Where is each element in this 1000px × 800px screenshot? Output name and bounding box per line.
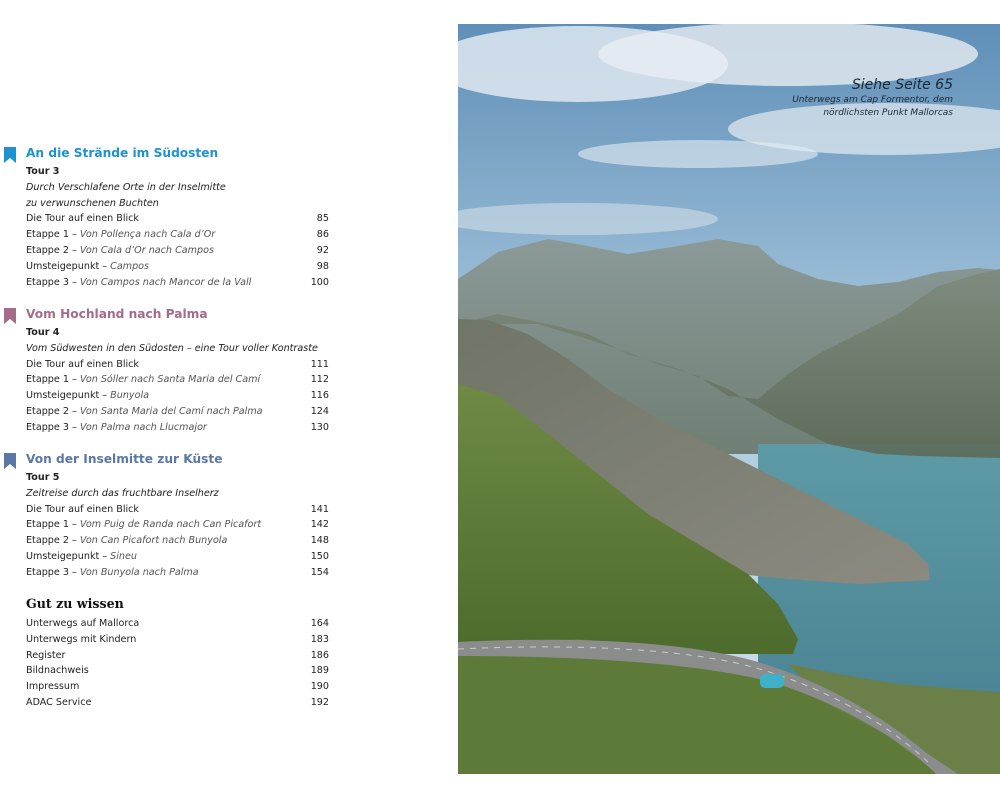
page-number: 189: [310, 665, 329, 677]
landscape-illustration: [458, 24, 1000, 774]
page-number: 86: [316, 229, 329, 241]
page-number: 183: [310, 633, 329, 645]
toc-entry[interactable]: Register 186: [0, 648, 340, 664]
page-number: 186: [310, 649, 329, 661]
page-number: 150: [310, 550, 329, 562]
toc-entry[interactable]: Etappe 2 – Von Santa Maria del Camí nach Palma 124: [0, 404, 340, 420]
toc-entry[interactable]: Etappe 3 – Von Palma nach Llucmajor 130: [0, 420, 340, 436]
toc-section-tour-4: [0, 307, 340, 436]
page-number: 192: [310, 696, 329, 708]
page-number: 85: [316, 213, 329, 225]
page-number: 92: [316, 244, 329, 256]
tour-number: Tour 4: [26, 327, 60, 338]
toc-entry[interactable]: Impressum 190: [0, 679, 340, 695]
toc-entry[interactable]: Die Tour auf einen Blick 85: [0, 211, 340, 227]
cap-formentor-photo: [458, 24, 1000, 774]
section-title: Von der Inselmitte zur Küste: [26, 452, 223, 466]
toc-entry[interactable]: Unterwegs mit Kindern 183: [0, 632, 340, 648]
bookmark-icon: [4, 453, 16, 469]
photo-caption: [783, 76, 953, 120]
toc-entry[interactable]: Etappe 3 – Von Bunyola nach Palma 154: [0, 565, 340, 581]
page-number: 111: [310, 358, 329, 370]
page-number: 130: [310, 421, 329, 433]
toc-section-tour-3: [0, 146, 340, 290]
page-number: 154: [310, 566, 329, 578]
tour-subtitle: Zeitreise durch das fruchtbare Inselherz: [26, 487, 219, 499]
page-number: 148: [310, 535, 329, 547]
page-number: 100: [310, 276, 329, 288]
bookmark-icon: [4, 147, 16, 163]
toc-entry[interactable]: Bildnachweis 189: [0, 663, 340, 679]
toc-section-gut-zu-wissen: [0, 616, 340, 711]
table-of-contents: [0, 0, 458, 800]
tour-subtitle: zu verwunschenen Buchten: [26, 197, 159, 209]
toc-entry[interactable]: ADAC Service 192: [0, 695, 340, 711]
toc-entry[interactable]: Die Tour auf einen Blick 141: [0, 502, 340, 518]
page-number: 142: [310, 519, 329, 531]
toc-entry[interactable]: Umsteigepunkt – Campos 98: [0, 259, 340, 275]
caption-title: Siehe Seite 65: [851, 77, 953, 93]
toc-entry[interactable]: Etappe 2 – Von Cala d’Or nach Campos 92: [0, 243, 340, 259]
toc-entry[interactable]: Umsteigepunkt – Bunyola 116: [0, 388, 340, 404]
page-number: 112: [310, 374, 329, 386]
page-number: 141: [310, 503, 329, 515]
caption-text: Unterwegs am Cap Formentor, dem nördlichsten Punkt Mallorcas: [792, 95, 953, 118]
toc-entry[interactable]: Etappe 1 – Vom Puig de Randa nach Can Picafort 142: [0, 517, 340, 533]
page-number: 98: [316, 260, 329, 272]
car-graphic: [760, 674, 784, 688]
page-number: 190: [310, 681, 329, 693]
toc-entry[interactable]: Etappe 1 – Von Pollença nach Cala d’Or 86: [0, 227, 340, 243]
tour-number: Tour 3: [26, 166, 60, 177]
page-number: 124: [310, 405, 329, 417]
toc-entry[interactable]: Etappe 1 – Von Sóller nach Santa Maria del Camí 112: [0, 372, 340, 388]
toc-entry[interactable]: Etappe 3 – Von Campos nach Mancor de la Vall 100: [0, 275, 340, 291]
toc-entry[interactable]: Etappe 2 – Von Can Picafort nach Bunyola 148: [0, 533, 340, 549]
section-title: An die Strände im Südosten: [26, 146, 219, 160]
tour-subtitle: Durch Verschlafene Orte in der Inselmitte: [26, 181, 226, 193]
toc-entry[interactable]: Die Tour auf einen Blick 111: [0, 357, 340, 373]
section-title-gut-zu-wissen: Gut zu wissen: [26, 596, 124, 611]
toc-entry[interactable]: Unterwegs auf Mallorca 164: [0, 616, 340, 632]
section-title: Vom Hochland nach Palma: [26, 307, 208, 321]
toc-entry[interactable]: Umsteigepunkt – Sineu 150: [0, 549, 340, 565]
bookmark-icon: [4, 308, 16, 324]
page-number: 164: [310, 618, 329, 629]
tour-number: Tour 5: [26, 472, 60, 483]
tour-subtitle: Vom Südwesten in den Südosten – eine Tour voller Kontraste: [26, 342, 318, 354]
page-number: 116: [310, 390, 329, 402]
toc-section-tour-5: [0, 452, 340, 581]
